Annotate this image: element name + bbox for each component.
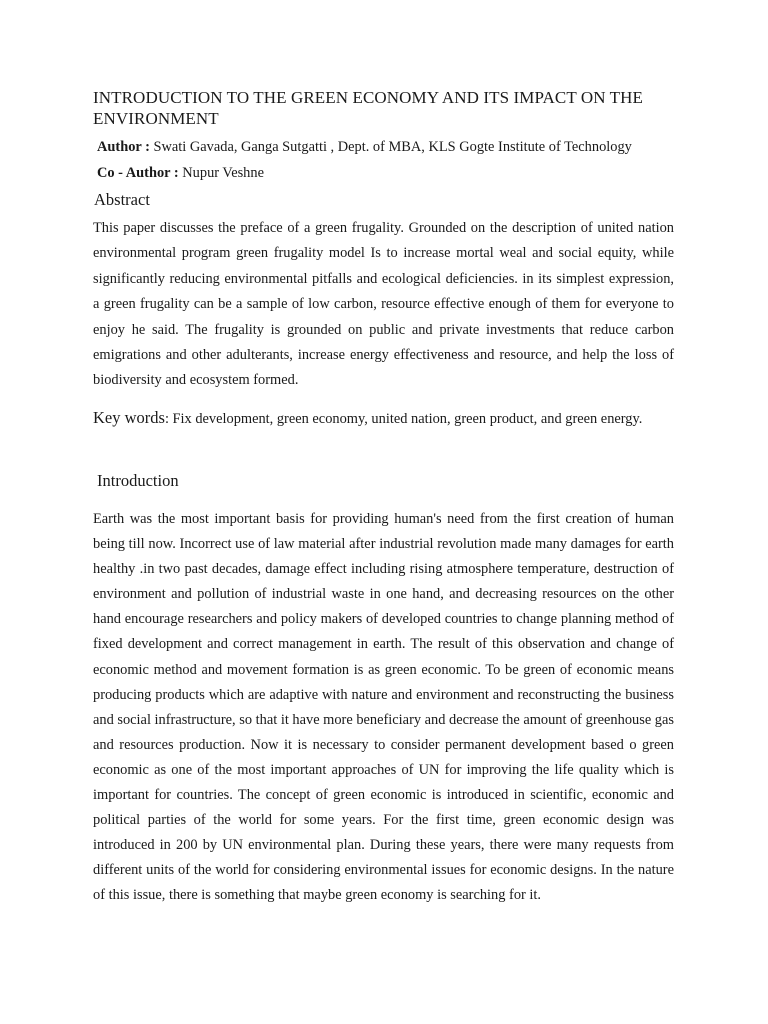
author-label: Author :: [97, 139, 150, 155]
paper-title: INTRODUCTION TO THE GREEN ECONOMY AND ITS IMPACT ON THE ENVIRONMENT: [93, 88, 643, 128]
coauthor-names: Nupur Veshne: [178, 165, 264, 181]
abstract-paragraph: This paper discusses the preface of a green frugality. Grounded on the description of united nation environmental program green frugality model Is to increase mortal weal and social equity, while significantly reducing environmental pitfalls and ecological deficiencies. in its simplest expression, a green frugality can be a sample of low carbon, resource effective enough of them for everyone to enjoy he said. The frugality is grounded on public and private investments that reduce carbon emigrations and other adulterants, increase energy effectiveness and resource, and help the loss of biodiversity and ecosystem formed.: [93, 220, 674, 389]
introduction-heading: Introduction: [97, 471, 179, 490]
keywords-list: : Fix development, green economy, united nation, green product, and green energy.: [164, 411, 643, 427]
keywords-paragraph: [93, 404, 674, 433]
author-line: [97, 138, 632, 156]
coauthor-line: [97, 164, 264, 182]
coauthor-label: Co - Author :: [97, 165, 179, 181]
author-names: Swati Gavada, Ganga Sutgatti , Dept. of MBA, KLS Gogte Institute of Technology: [149, 139, 632, 155]
introduction-paragraph: Earth was the most important basis for providing human's need from the first creation of human being till now. Incorrect use of law material after industrial revolution made many damages for earth healthy .in two past decades, damage effect including rising atmosphere temperature, destruction of environment and pollution of industrial waste in one hand, and decreasing resources on the other hand encourage researchers and policy makers of developed countries to change planning method of fixed development and correct management in earth. The result of this observation and change of economic method and movement formation is as green economic. To be green of economic means producing products which are adaptive with nature and environment and reconstructing the business and social infrastructure, so that it have more beneficiary and decrease the amount of greenhouse gas and resources production. Now it is necessary to consider permanent development based o green economic as one of the most important approaches of UN for improving the life quality which is important for countries. The concept of green economic is introduced in scientific, economic and political parties of the world for some years. For the first time, green economic design was introduced in 200 by UN environmental plan. During these years, there were many requests from different units of the world for considering environmental issues for economic designs. In the nature of this issue, there is something that maybe green economy is searching for it.: [93, 511, 674, 904]
abstract-heading: Abstract: [94, 190, 150, 209]
keywords-label: Key words: [93, 408, 165, 427]
